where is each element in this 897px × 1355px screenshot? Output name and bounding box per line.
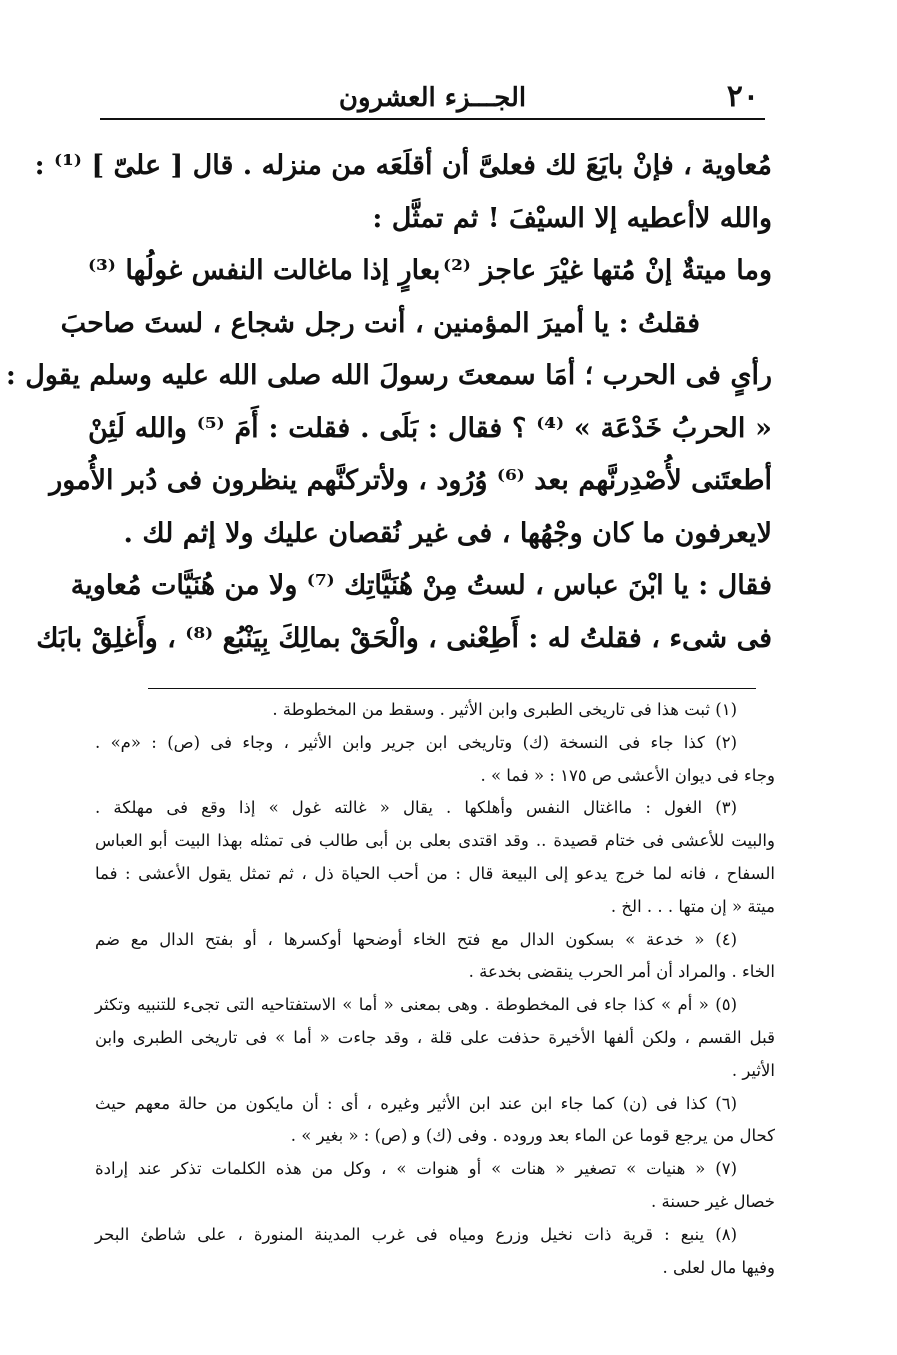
- footnote-4: [95, 924, 775, 990]
- page-number: ٢٠: [726, 79, 759, 114]
- main-text: [5, 140, 773, 665]
- footnote-line: كحال من يرجع قوما عن الماء بعد وروده . وفى (ك) و (ص) : « بغير » .: [290, 1126, 775, 1146]
- footnote-line: الخاء . والمراد أن أمر الحرب ينقضى بخدعة .: [468, 962, 775, 982]
- footnote-2: [95, 727, 775, 793]
- footnote-line: قبل القسم ، ولكن ألفها الأخيرة حذفت على قلة ، وقد جاءت « أما » فى تاريخى الطبرى وابن: [95, 1027, 775, 1047]
- text-line: رأىٍ فى الحرب ؛ أمَا سمعتَ رسولَ الله صلى الله عليه وسلم يقول :: [5, 360, 772, 391]
- text-line: فقلتُ : يا أميرَ المؤمنين ، أنت رجل شجاع ، لستَ صاحبَ: [60, 307, 700, 339]
- footnote-line: وفيها مال لعلى .: [662, 1257, 775, 1277]
- text-line: لايعرفون ما كان وجْهُها ، فى غير نُقصان عليك ولا إثم لك .: [123, 517, 772, 549]
- text-line: فقال : يا ابْنَ عباس ، لستُ مِنْ هُنَيَّاتِك ⁽⁷⁾ ولا من هُنَيَّات مُعاوية: [70, 570, 772, 601]
- text-line: مُعاوية ، فإنْ بايَعَ لك فعلىَّ أن أقلَعَه من منزله . قال [ علىّ ] ⁽¹⁾ :: [34, 150, 772, 181]
- footnote-line: وجاء فى ديوان الأعشى ص ١٧٥ : « فما » .: [480, 765, 775, 785]
- footnote-6: [95, 1088, 775, 1154]
- verse-second-hemistich: بعارٍ إذا ماغالت النفس غولُها ⁽³⁾: [88, 255, 441, 286]
- footnote-divider: [148, 688, 756, 689]
- running-title: الجـــزء العشرون: [338, 83, 527, 113]
- footnote-8: [95, 1219, 775, 1285]
- footnote-5: [95, 989, 775, 1087]
- footnote-line: ميتة « إن متها . . . الخ .: [610, 896, 775, 916]
- text-line: والله لاأعطيه إلا السيْفَ ! ثم تمثَّل :: [372, 202, 772, 234]
- footnote-line: (٧) « هنيات » تصغير « هنات » أو هنوات » ، وكل من هذه الكلمات تذكر عند إرادة: [95, 1159, 737, 1179]
- footnote-1: [95, 694, 775, 727]
- footnote-line: (٢) كذا جاء فى النسخة (ك) وتاريخى ابن جرير وابن الأثير ، وجاء فى (ص) : «م» .: [95, 732, 737, 752]
- footnote-7: [95, 1153, 775, 1219]
- text-line: « الحربُ خَدْعَة » ⁽⁴⁾ ؟ فقال : بَلَى . فقلت : أَمَ ⁽⁵⁾ والله لَئِنْ: [88, 412, 773, 444]
- page-header: [100, 78, 765, 120]
- text-line: أطعتَنى لأُصْدِرنَّهم بعد ⁽⁶⁾ وُرُود ، ولأتركنَّهم ينظرون فى دُبر الأُمور: [49, 465, 772, 496]
- footnote-line: (٦) كذا فى (ن) كما جاء ابن عند ابن الأثير وغيره ، أى : أن مايكون من حالة معهم حيث: [95, 1093, 737, 1113]
- footnote-line: (٣) الغول : مااغتال النفس وأهلكها . يقال « غالته غول » إذا وقع فى مهلكة .: [95, 798, 737, 818]
- footnote-3: [95, 792, 775, 923]
- footnote-line: (٥) « أم » كذا جاء فى المخطوطة . وهى بمعنى « أما » الاستفتاحيه التى تجىء للتنبيه وتكثر: [95, 995, 737, 1015]
- footnote-line: والبيت للأعشى فى ختام قصيدة .. وقد اقتدى بعلى بن أبى طالب فى تمثله بهذا البيت أبو العباس: [95, 831, 775, 851]
- text-line: فى شىء ، فقلتُ له : أَطِعْنى ، والْحَقْ بمالِكَ بِيَنْبُع ⁽⁸⁾ ، وأَغلِقْ بابَك: [36, 622, 772, 654]
- verse-first-hemistich: وما ميتةٌ إنْ مُتها غيْرَ عاجز ⁽²⁾: [443, 255, 772, 286]
- footnote-line: (١) ثبت هذا فى تاريخى الطبرى وابن الأثير . وسقط من المخطوطة .: [272, 700, 737, 719]
- footnote-line: السفاح ، فانه لما خرج يدعو إلى البيعة قال : من أحب الحياة ذل ، ثم تمثل يقول الأعشى : فما: [95, 863, 775, 883]
- footnotes: [95, 694, 775, 1284]
- footnote-line: الأثير .: [731, 1060, 775, 1080]
- footnote-line: خصال غير حسنة .: [651, 1191, 775, 1211]
- poetry-verse: [88, 245, 772, 298]
- footnote-line: (٤) « خدعة » بسكون الدال مع فتح الخاء أوضحها أوكسرها ، أو بفتح الدال مع ضم: [95, 929, 737, 949]
- footnote-line: (٨) ينبع : قرية ذات نخيل وزرع ومياه فى غرب المدينة المنورة ، على شاطئ البحر: [95, 1224, 737, 1244]
